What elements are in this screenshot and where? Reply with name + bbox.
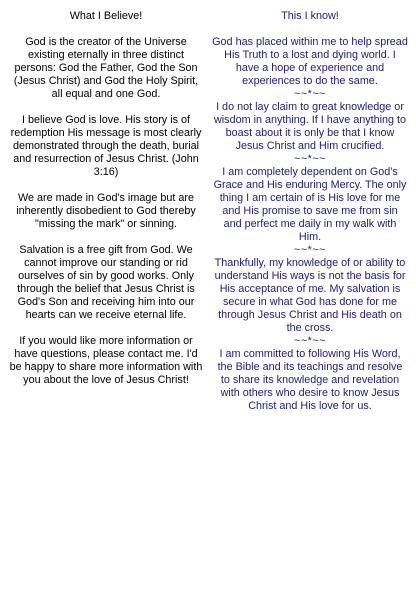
left-paragraph: We are made in God's image but are inherently disobedient to God thereby "missing the mark" or sinning.: [16, 192, 196, 230]
left-paragraph: If you would like more information or have questions, please contact me. I'd be happy to share more information with you about the love of Jesus Christ!: [9, 335, 203, 386]
separator: ~~*~~: [294, 88, 326, 100]
separator: ~~*~~: [294, 244, 326, 256]
left-paragraph: Salvation is a free gift from God. We cannot improve our standing or rid ourselves of sin by good works. Only through the belief that Jesus Christ is God's Son and receiving him into our hearts can we receive eternal life.: [17, 244, 195, 321]
right-paragraph: Thankfully, my knowledge of or ability to understand His ways is not the basis for His acceptance of me. My salvation is secure in what God has done for me through Jesus Christ and His death on the cross.: [214, 257, 406, 334]
right-paragraph: God has placed within me to help spread His Truth to a lost and dying world. I have a hope of experience and experiences to do the same.: [212, 36, 408, 87]
separator: ~~*~~: [294, 335, 326, 347]
right-paragraph: I do not lay claim to great knowledge or wisdom in anything. If I have anything to boast about it is only be that I know Jesus Christ and Him crucified.: [213, 101, 407, 152]
separator: ~~*~~: [294, 153, 326, 165]
right-column: [212, 10, 408, 413]
left-paragraph: I believe God is love. His story is of redemption His message is most clearly demonstrated through the death, burial and resurrection of Jesus Christ. (John 3:16): [10, 114, 202, 178]
right-column-title: This I know!: [281, 10, 339, 22]
left-column: [8, 10, 204, 400]
right-paragraph: I am committed to following His Word, the Bible and its teachings and resolve to share its knowledge and revelation with others who desire to know Jesus Christ and His love for us.: [217, 348, 403, 412]
left-column-title: What I Believe!: [69, 10, 143, 22]
left-paragraph: God is the creator of the Universe existing eternally in three distinct persons: God the Father, God the Son (Jesus Christ) and God the Holy Spirit, all equal and one God.: [13, 36, 199, 100]
right-paragraph: I am completely dependent on God's Grace and His enduring Mercy. The only thing I am certain of is His love for me and His promise to save me from sin and perfect me daily in my walk with Him.: [213, 166, 407, 243]
